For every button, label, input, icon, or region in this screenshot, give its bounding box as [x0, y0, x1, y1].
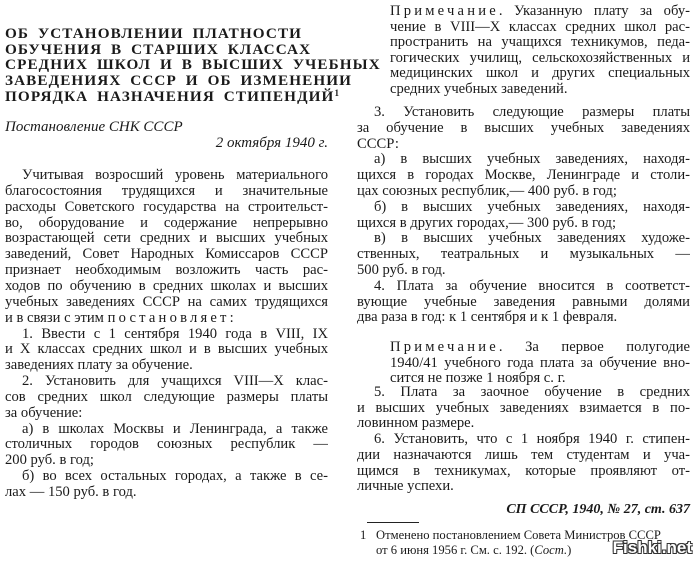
document-subtitle: Постановление СНК СССР: [5, 119, 183, 135]
footnote-line: Отменено постановлением Совета Министров СССР: [376, 528, 661, 542]
paragraph-line: 4. Плата за обучение вносится в соответст-: [374, 277, 690, 294]
paragraph-line: 500 руб. в год.: [357, 262, 446, 278]
paragraph-line: за обучение в высших учебных заведениях: [357, 119, 690, 136]
paragraph-line: Учитывая возросший уровень материального: [22, 167, 328, 183]
paragraph-line: лах — 150 руб. в год.: [5, 484, 137, 500]
paragraph-line: во, оборудование и содержание непрерывно: [5, 214, 328, 231]
paragraph-line: 2. Установить для учащихся VIII—X клас-: [22, 373, 328, 390]
paragraph-line: 200 руб. в год;: [5, 452, 94, 469]
paragraph-line: цах союзных республик,— 400 руб. в год;: [357, 183, 617, 199]
footnote-mark: 1: [360, 528, 367, 542]
document-title-line: ОБУЧЕНИЯ В СТАРШИХ КЛАССАХ: [5, 40, 312, 58]
watermark-logo: Fishki.net: [612, 538, 692, 557]
footnote-line: от 6 июня 1956 г. См. с. 192. (Сост.): [376, 543, 572, 557]
paragraph-line: а) в школах Москвы и Ленинграда, а также: [22, 420, 328, 437]
compiler-abbrev: Сост.: [534, 543, 568, 557]
paragraph-line: два раза в год: к 1 сентября и к 1 февраля.: [357, 309, 618, 326]
note-line: Примечание. Указанную плату за обу-: [390, 3, 690, 19]
paragraph-line: заведениях плату за обучение.: [5, 357, 193, 374]
document-date: 2 октября 1940 г.: [215, 135, 328, 151]
paragraph-line: учебных заведениях СССР на самих трудящихся: [5, 293, 328, 310]
footnote-divider: [367, 522, 419, 523]
paragraph-line: возрастающей сети средних и высших учебных: [5, 230, 328, 247]
note-line: медицинских школ и других специальных: [390, 65, 690, 82]
paragraph-line: 6. Установить, что с 1 ноября 1940 г. стипен-: [374, 431, 690, 448]
paragraph-line: а) в высших учебных заведениях, находя-: [374, 151, 690, 168]
document-title-line: ЗАВЕДЕНИЯХ СССР И ОБ ИЗМЕНЕНИИ: [5, 72, 353, 90]
note-line: средних учебных заведений.: [390, 81, 568, 97]
paragraph-line: ственных, театральных и музыкальных —: [357, 246, 690, 263]
paragraph-line: б) во всех остальных городах, а также в се-: [22, 468, 328, 485]
paragraph-line: благосостояния трудящихся и значительные: [5, 182, 328, 199]
paragraph-line: 1. Ввести с 1 сентября 1940 года в VIII, IX: [22, 325, 328, 342]
paragraph-line: и X классах средних школ и в высших учебных: [5, 341, 328, 358]
document-title-line: ОБ УСТАНОВЛЕНИИ ПЛАТНОСТИ: [5, 25, 303, 42]
paragraph-line: щихся в городах Москве, Ленинграде и столи-: [357, 167, 690, 184]
paragraph-line: сов средних школ следующие размеры платы: [5, 388, 328, 405]
paragraph-line: 5. Плата за заочное обучение в средних: [374, 384, 690, 400]
paragraph-line: б) в высших учебных заведениях, находя-: [374, 198, 690, 215]
document-title-line: ПОРЯДКА НАЗНАЧЕНИЯ СТИПЕНДИЙ$^1$: [5, 87, 341, 105]
paragraph-line: столичных городов союзных республик —: [5, 436, 328, 453]
title-footnote-mark: 1: [334, 87, 341, 98]
emphasis-word: Примечание: [390, 339, 499, 355]
emphasis-word: Примечание: [390, 3, 499, 19]
paragraph-line: дии назначаются лишь тем студентам и уча-: [357, 446, 690, 463]
note-line: пространить на учащихся техникумов, педа-: [390, 34, 690, 51]
note-line: чение в VIII—X классах средних школ рас-: [390, 18, 690, 35]
document-title-line: СРЕДНИХ ШКОЛ И В ВЫСШИХ УЧЕБНЫХ: [5, 56, 381, 74]
paragraph-line: щимся в техникумах, которые проявляют от-: [357, 462, 690, 479]
paragraph-line: расходы Советского государства на строительст-: [5, 198, 328, 215]
paragraph-line: в) в высших учебных заведениях художе-: [374, 230, 690, 247]
paragraph-line: вующие учебные заведения равными долями: [357, 293, 690, 310]
paragraph-line: заведений, Совет Народных Комиссаров СССР: [5, 246, 328, 263]
paragraph-line: щихся в других городах,— 300 руб. в год;: [357, 214, 617, 231]
paragraph-line: за обучение:: [5, 404, 83, 421]
paragraph-line: личные успехи.: [357, 478, 454, 495]
emphasis-word: постановляет: [107, 309, 230, 326]
note-line: гогических училищ, сельскохозяйственных и: [390, 49, 690, 66]
note-line: сится не позже 1 ноября с. г.: [390, 370, 566, 387]
paragraph-line: и в связи с этим постановляет:: [5, 309, 234, 326]
paragraph-line: СССР:: [357, 135, 399, 152]
paragraph-line: 3. Установить следующие размеры платы: [374, 104, 690, 120]
note-line: Примечание. За первое полугодие: [390, 339, 690, 355]
paragraph-line: и высших учебных заведениях взимается в по-: [357, 399, 690, 416]
citation: СП СССР, 1940, № 27, ст. 637: [506, 502, 690, 517]
note-line: 1940/41 учебного года плата за обучение вно-: [390, 354, 690, 371]
paragraph-line: признает необходимым возложить часть рас-: [5, 262, 328, 279]
paragraph-line: ходов по обучению в средних школах и высших: [5, 277, 328, 294]
paragraph-line: ловинном размере.: [357, 415, 475, 432]
